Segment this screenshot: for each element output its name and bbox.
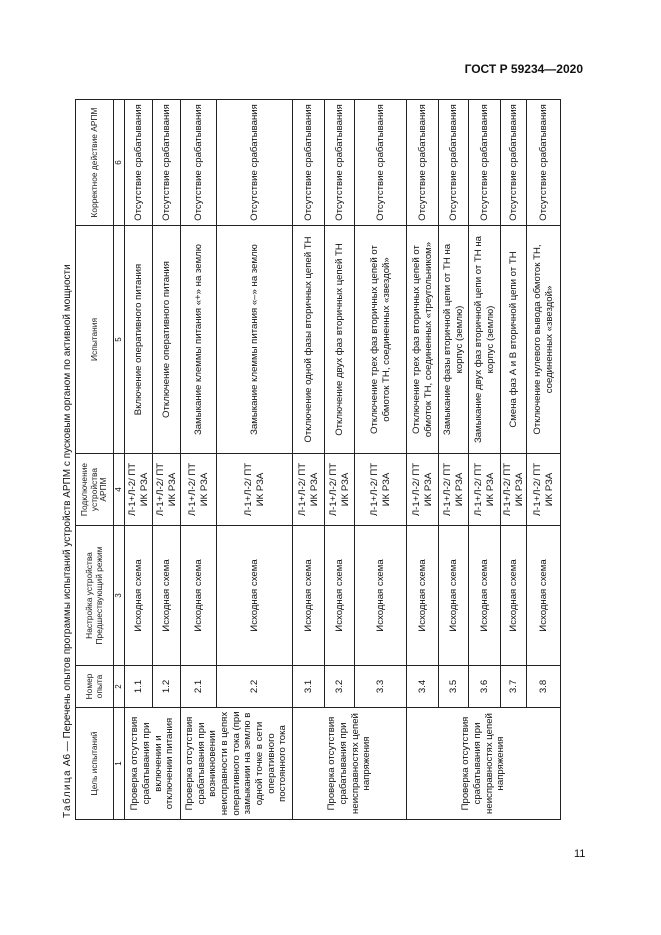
device-connection-cell: Л-1+Л-2/ ПТ ИК РЗА <box>407 454 439 526</box>
page-number: 11 <box>574 848 586 860</box>
correct-action-cell: Отсутствие срабатывания <box>181 100 217 226</box>
test-description-cell: Замыкание фазы вторичной цепи от ТН на корпус (землю) <box>439 226 469 454</box>
device-connection-cell: Л-1+Л-2/ ПТ ИК РЗА <box>527 454 561 526</box>
experiment-number-cell: 2.1 <box>181 666 217 708</box>
col-number: 2 <box>114 666 125 708</box>
test-description-cell: Отключение трех фаз вторичных цепей от обмоток ТН, соединенных «треугольником» <box>407 226 439 454</box>
correct-action-cell: Отсутствие срабатывания <box>469 100 501 226</box>
test-goal-cell: Проверка отсутствия срабатывания при неисправностях цепей напряжения <box>293 708 407 820</box>
test-goal-cell: Проверка отсутствия срабатывания при включении и отключении питания <box>125 708 181 820</box>
caption-text: А6 — Перечень опытов программы испытаний устройств АРПМ с пусковым органом по активной мощности <box>62 264 73 767</box>
col-header-test: Испытания <box>76 226 114 454</box>
test-goal-cell: Проверка отсутствия срабатывания при возникновении неисправности в цепях оперативного тока (при замыкании на землю в одной точке в сети оперативного постоянного тока <box>181 708 293 820</box>
correct-action-cell: Отсутствие срабатывания <box>355 100 407 226</box>
correct-action-cell: Отсутствие срабатывания <box>527 100 561 226</box>
device-setting-cell: Исходная схема <box>527 526 561 666</box>
device-setting-cell: Исходная схема <box>325 526 355 666</box>
experiment-number-cell: 1.1 <box>125 666 153 708</box>
device-setting-cell: Исходная схема <box>439 526 469 666</box>
device-connection-cell: Л-1+Л-2/ ПТ ИК РЗА <box>293 454 325 526</box>
device-connection-cell: Л-1+Л-2/ ПТ ИК РЗА <box>125 454 153 526</box>
col-number: 3 <box>114 526 125 666</box>
device-connection-cell: Л-1+Л-2/ ПТ ИК РЗА <box>501 454 527 526</box>
table-row <box>125 100 153 820</box>
rotated-table-block <box>60 100 580 820</box>
table-row <box>407 100 439 820</box>
col-number: 6 <box>114 100 125 226</box>
correct-action-cell: Отсутствие срабатывания <box>407 100 439 226</box>
device-connection-cell: Л-1+Л-2/ ПТ ИК РЗА <box>439 454 469 526</box>
device-connection-cell: Л-1+Л-2/ ПТ ИК РЗА <box>153 454 181 526</box>
caption-label: Таблица <box>62 768 73 818</box>
test-description-cell: Отключение нулевого вывода обмоток ТН, соединенных «звездой» <box>527 226 561 454</box>
experiment-number-cell: 3.1 <box>293 666 325 708</box>
table-row <box>293 100 325 820</box>
correct-action-cell: Отсутствие срабатывания <box>153 100 181 226</box>
device-connection-cell: Л-1+Л-2/ ПТ ИК РЗА <box>217 454 293 526</box>
table-caption <box>62 102 73 818</box>
correct-action-cell: Отсутствие срабатывания <box>439 100 469 226</box>
correct-action-cell: Отсутствие срабатывания <box>217 100 293 226</box>
table-row <box>181 100 217 820</box>
experiment-number-cell: 3.7 <box>501 666 527 708</box>
device-setting-cell: Исходная схема <box>125 526 153 666</box>
device-connection-cell: Л-1+Л-2/ ПТ ИК РЗА <box>181 454 217 526</box>
device-setting-cell: Исходная схема <box>181 526 217 666</box>
device-setting-cell: Исходная схема <box>407 526 439 666</box>
col-header-number: Номер опыта <box>76 666 114 708</box>
device-setting-cell: Исходная схема <box>355 526 407 666</box>
device-connection-cell: Л-1+Л-2/ ПТ ИК РЗА <box>355 454 407 526</box>
experiment-number-cell: 3.4 <box>407 666 439 708</box>
correct-action-cell: Отсутствие срабатывания <box>293 100 325 226</box>
col-number: 1 <box>114 708 125 820</box>
experiment-number-cell: 3.8 <box>527 666 561 708</box>
test-description-cell: Замыкание клеммы питания «+» на землю <box>181 226 217 454</box>
experiment-number-cell: 3.3 <box>355 666 407 708</box>
test-description-cell: Замыкание двух фаз вторичной цепи от ТН на корпус (землю) <box>469 226 501 454</box>
col-header-setting: Настройка устройства Предшествующий режим <box>76 526 114 666</box>
device-setting-cell: Исходная схема <box>293 526 325 666</box>
experiment-number-cell: 2.2 <box>217 666 293 708</box>
experiment-number-cell: 1.2 <box>153 666 181 708</box>
column-number-row <box>114 100 125 820</box>
device-setting-cell: Исходная схема <box>217 526 293 666</box>
test-description-cell: Отключение трех фаз вторичных цепей от обмоток ТН, соединенных «звездой» <box>355 226 407 454</box>
experiment-number-cell: 3.6 <box>469 666 501 708</box>
test-description-cell: Отключение двух фаз вторичных цепей ТН <box>325 226 355 454</box>
standard-number: ГОСТ Р 59234—2020 <box>464 62 583 76</box>
col-header-connection: Подключение устройства АРПМ <box>76 454 114 526</box>
device-setting-cell: Исходная схема <box>153 526 181 666</box>
test-description-cell: Включение оперативного питания <box>125 226 153 454</box>
test-description-cell: Смена фаз А и В вторичной цепи от ТН <box>501 226 527 454</box>
correct-action-cell: Отсутствие срабатывания <box>325 100 355 226</box>
col-header-goal: Цель испытаний <box>76 708 114 820</box>
device-connection-cell: Л-1+Л-2/ ПТ ИК РЗА <box>469 454 501 526</box>
col-number: 5 <box>114 226 125 454</box>
test-description-cell: Замыкание клеммы питания «–» на землю <box>217 226 293 454</box>
device-setting-cell: Исходная схема <box>469 526 501 666</box>
test-goal-cell: Проверка отсутствия срабатывания при неисправностях цепей напряжения <box>407 708 561 820</box>
experiment-number-cell: 3.5 <box>439 666 469 708</box>
device-connection-cell: Л-1+Л-2/ ПТ ИК РЗА <box>325 454 355 526</box>
device-setting-cell: Исходная схема <box>501 526 527 666</box>
correct-action-cell: Отсутствие срабатывания <box>501 100 527 226</box>
test-description-cell: Отключение одной фазы вторичных цепей ТН <box>293 226 325 454</box>
col-header-result: Корректное действие АРПМ <box>76 100 114 226</box>
correct-action-cell: Отсутствие срабатывания <box>125 100 153 226</box>
test-description-cell: Отключение оперативного питания <box>153 226 181 454</box>
experiment-number-cell: 3.2 <box>325 666 355 708</box>
col-number: 4 <box>114 454 125 526</box>
test-program-table <box>75 99 561 820</box>
header-row <box>76 100 114 820</box>
